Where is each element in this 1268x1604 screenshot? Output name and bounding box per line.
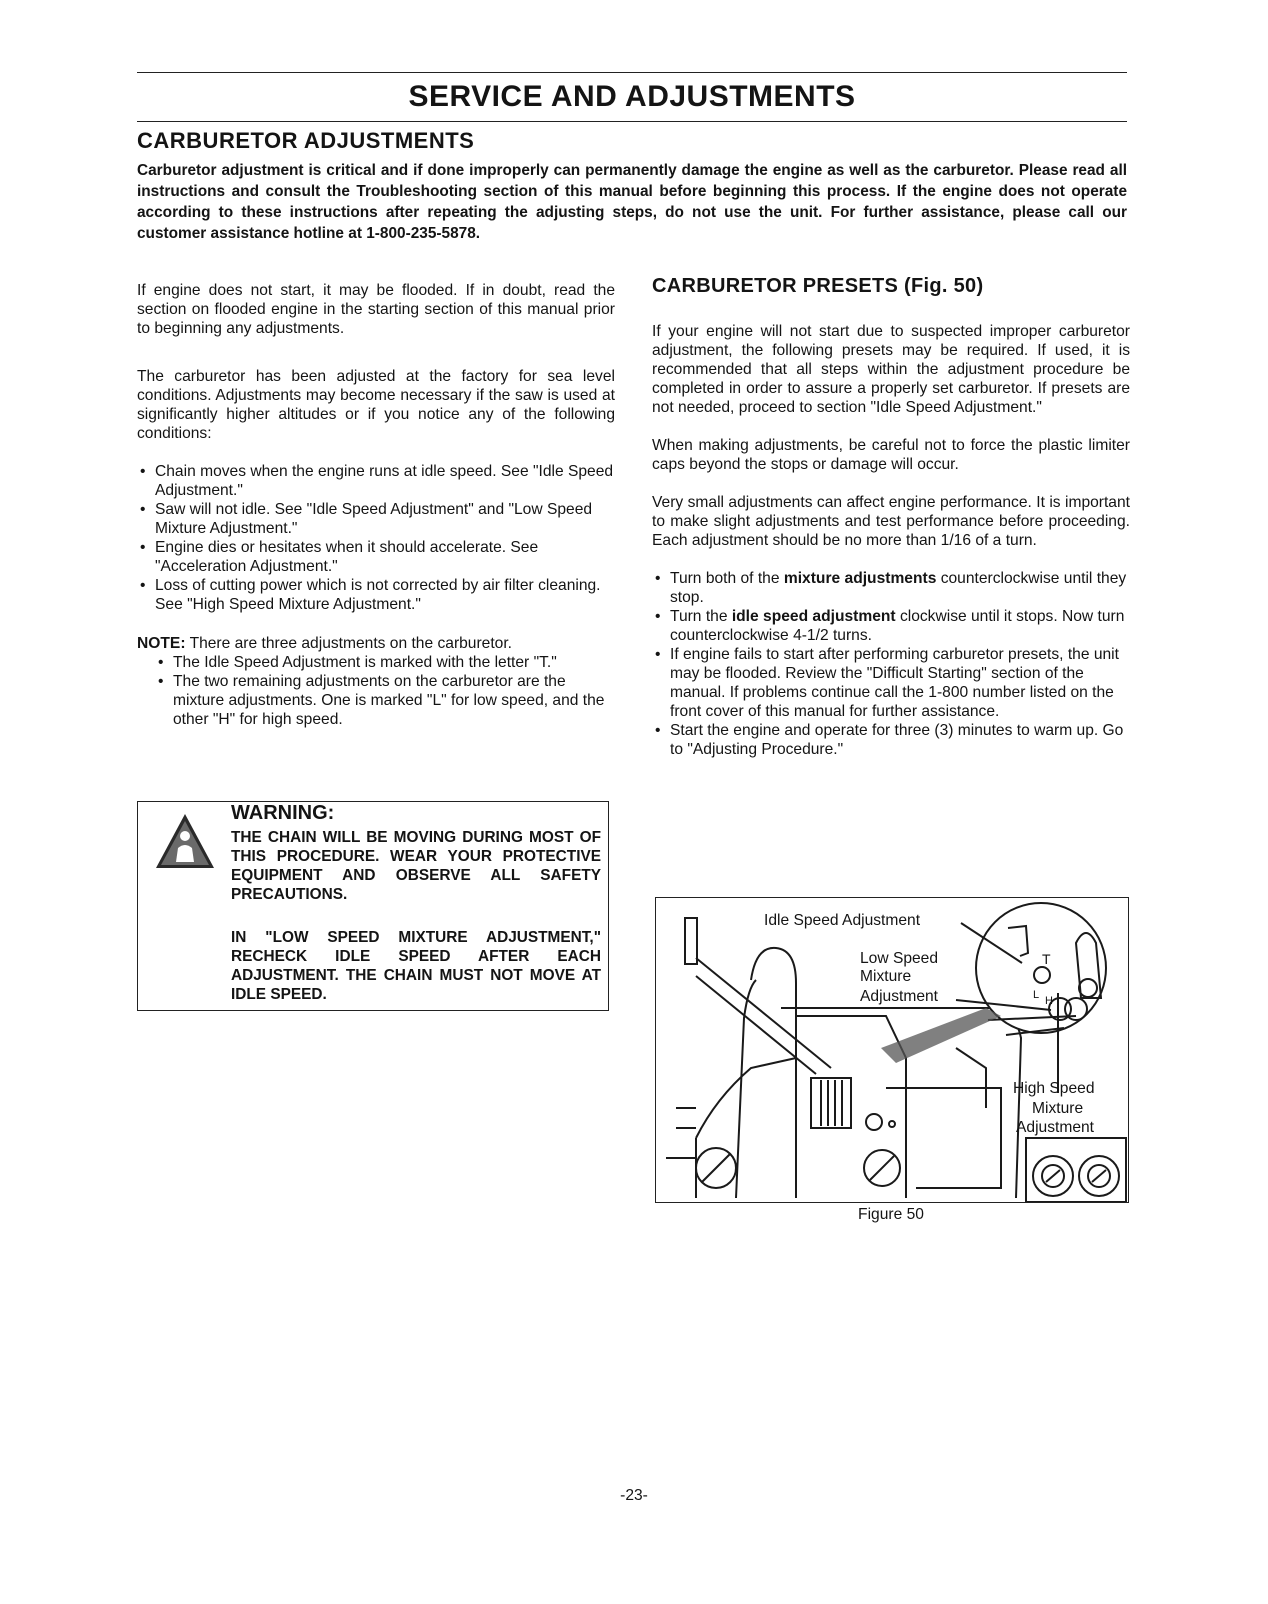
page-title: SERVICE AND ADJUSTMENTS	[408, 80, 856, 113]
warning-text-2: IN "LOW SPEED MIXTURE ADJUSTMENT," RECHECK IDLE SPEED AFTER EACH ADJUSTMENT. THE CHAIN MUST NOT MOVE AT IDLE SPEED.	[231, 929, 601, 1003]
presets-list	[652, 569, 1130, 759]
low-speed-label-2: Mixture	[860, 968, 912, 985]
high-speed-label-2: Mixture	[1032, 1100, 1084, 1117]
right-column	[652, 275, 1130, 759]
letter-t: T	[1042, 951, 1051, 967]
warning-box	[137, 801, 609, 1011]
section-title: CARBURETOR ADJUSTMENTS	[137, 128, 475, 153]
note-paragraph	[137, 634, 615, 653]
high-speed-label-3: Adjustment	[1016, 1119, 1095, 1136]
page-number: -23-	[620, 1487, 648, 1504]
list-item: • Loss of cutting power which is not corrected by air filter cleaning. See "High Speed Mixture Adjustment."	[137, 576, 615, 614]
list-item: • The Idle Speed Adjustment is marked with the letter "T."	[155, 653, 615, 672]
presets-title: CARBURETOR PRESETS (Fig. 50)	[652, 275, 984, 297]
warning-triangle-icon	[154, 812, 216, 870]
warning-text-1: THE CHAIN WILL BE MOVING DURING MOST OF THIS PROCEDURE. WEAR YOUR PROTECTIVE EQUIPMENT AND OBSERVE ALL SAFETY PRECAUTIONS.	[231, 829, 601, 903]
left-column	[137, 281, 615, 729]
title-rule	[137, 121, 1127, 122]
list-item: • Saw will not idle. See "Idle Speed Adjustment" and "Low Speed Mixture Adjustment."	[137, 500, 615, 538]
list-item: • The two remaining adjustments on the carburetor are the mixture adjustments. One is marked "L" for low speed, and the other "H" for high speed.	[155, 672, 615, 729]
low-speed-label-3: Adjustment	[860, 988, 939, 1005]
note-label: NOTE:	[137, 635, 186, 652]
small-adjustments-paragraph: Very small adjustments can affect engine performance. It is important to make slight adjustments and test performance before proceeding. Each adjustment should be no more than 1/16 of a turn.	[652, 494, 1130, 549]
list-item: • Engine dies or hesitates when it should accelerate. See "Acceleration Adjustment."	[137, 538, 615, 576]
figure-50	[655, 897, 1129, 1203]
list-item: • Turn both of the mixture adjustments counterclockwise until they stop.	[652, 569, 1130, 607]
list-item: • Start the engine and operate for three (3) minutes to warm up. Go to "Adjusting Procedure."	[652, 721, 1130, 759]
list-item: • If engine fails to start after performing carburetor presets, the unit may be flooded. Review the "Difficult Starting" section of the manual. If problems continue call the 1-800 number listed on the front cover of this manual for further assistance.	[652, 645, 1130, 721]
note-text: There are three adjustments on the carburetor.	[185, 635, 513, 652]
low-speed-label-1: Low Speed	[860, 950, 939, 967]
chainsaw-illustration	[656, 898, 1128, 1202]
high-speed-label-1: High Speed	[1013, 1080, 1095, 1097]
list-item: • Turn the idle speed adjustment clockwise until it stops. Now turn counterclockwise 4-1/2 turns.	[652, 607, 1130, 645]
intro-paragraph: Carburetor adjustment is critical and if done improperly can permanently damage the engine as well as the carburetor. Please read all instructions and consult the Troubleshooting section of this manual before beginning this process. If the engine does not operate according to these instructions after repeating the adjusting steps, do not use the unit. For further assistance, please call our customer assistance hotline at 1-800-235-5878.	[137, 162, 1127, 242]
letter-h: H	[1045, 995, 1053, 1007]
idle-speed-label: Idle Speed Adjustment	[764, 912, 921, 929]
conditions-list	[137, 462, 615, 614]
figure-caption: Figure 50	[858, 1206, 924, 1223]
caution-paragraph: When making adjustments, be careful not to force the plastic limiter caps beyond the stops or damage will occur.	[652, 437, 1130, 473]
top-rule	[137, 72, 1127, 73]
letter-l: L	[1033, 989, 1040, 1001]
presets-paragraph: If your engine will not start due to suspected improper carburetor adjustment, the following presets may be required. If used, it is recommended that all steps within the adjustment procedure be completed in order to assure a properly set carburetor. If presets are not needed, proceed to section "Idle Speed Adjustment."	[652, 323, 1130, 416]
note-list	[137, 653, 615, 729]
list-item: • Chain moves when the engine runs at idle speed. See "Idle Speed Adjustment."	[137, 462, 615, 500]
factory-paragraph: The carburetor has been adjusted at the factory for sea level conditions. Adjustments may become necessary if the saw is used at significantly higher altitudes or if you notice any of the following conditions:	[137, 368, 615, 442]
flooded-paragraph: If engine does not start, it may be flooded. If in doubt, read the section on flooded engine in the starting section of this manual prior to beginning any adjustments.	[137, 282, 615, 337]
warning-title: WARNING:	[231, 802, 335, 824]
